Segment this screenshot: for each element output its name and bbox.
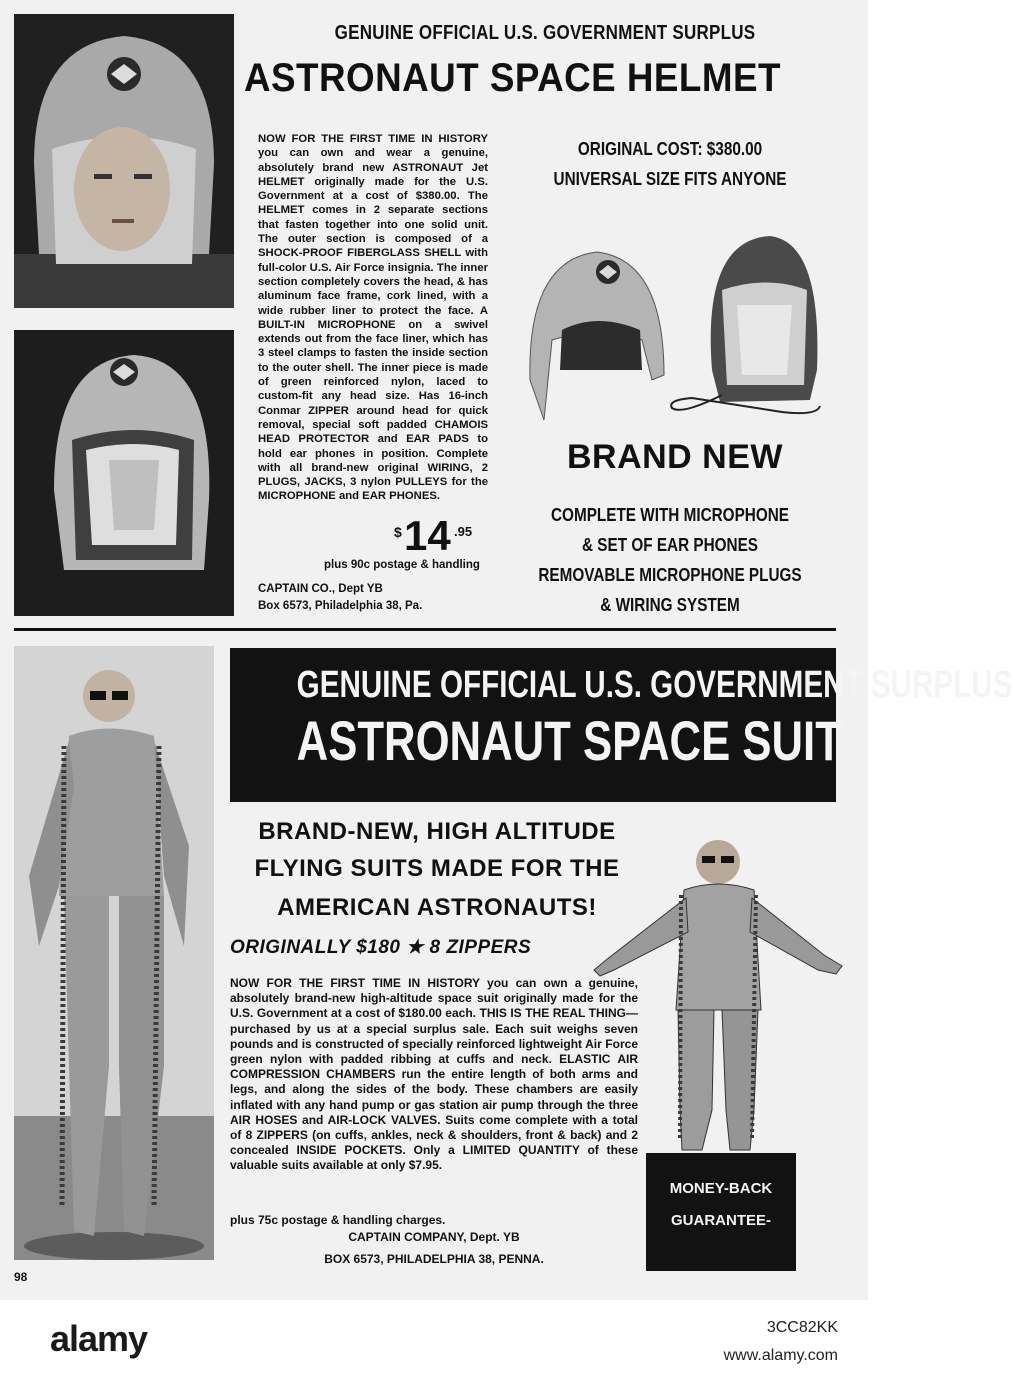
helmet-kicker: GENUINE OFFICIAL U.S. GOVERNMENT SURPLUS bbox=[334, 22, 756, 44]
site-url: www.alamy.com bbox=[723, 1347, 838, 1364]
helmet-brand-new: BRAND NEW bbox=[566, 438, 784, 476]
helmet-original-cost: ORIGINAL COST: $380.00 bbox=[577, 139, 763, 159]
helmet-price-currency: $ bbox=[394, 524, 402, 540]
helmet-price-dollars: 14 bbox=[404, 512, 451, 559]
image-id: 3CC82KK bbox=[766, 1319, 838, 1336]
helmet-photo-man bbox=[14, 14, 234, 308]
helmet-body-copy: NOW FOR THE FIRST TIME IN HISTORY you can own and wear a genuine, absolutely brand new ASTRONAUT Jet HELMET originally made for the U.S. Government at a cost of $380.00. The HELMET comes in 2 separate sections that fasten together into one solid unit. The outer section is composed of a SHOCK-PROOF FIBERGLASS SHELL with full-color U.S. Air Force insignia. The inner section completely covers the head, & has aluminum face frame, cork lined, with a wide rubber liner to protect the face. A BUILT-IN MICROPHONE on a swivel extends out from the face liner, which has 3 steel clamps to fasten the inside section to the outer shell. The inner piece is made of green reinforced nylon, laced to custom-fit any head size. Has 16-inch Conmar ZIPPER around head for quick removal, special soft padded CHAMOIS HEAD PROTECTOR and EAR PADS to hold ear phones in position. Complete with all brand-new original WIRING, 2 PLUGS, JACKS, 3 nylon PULLEYS for the MICROPHONE and EAR PHONES. bbox=[258, 133, 488, 503]
suit-address-line1: CAPTAIN COMPANY, Dept. YB bbox=[348, 1230, 520, 1244]
guarantee-line2: GUARANTEE- bbox=[671, 1212, 771, 1229]
suit-photo-walking bbox=[14, 646, 214, 1260]
helmet-address-line1: CAPTAIN CO., Dept YB bbox=[258, 583, 383, 595]
helmet-feature-2: & SET OF EAR PHONES bbox=[582, 535, 758, 555]
suit-headline-1: BRAND-NEW, HIGH ALTITUDE bbox=[258, 818, 616, 845]
helmet-price-cents: .95 bbox=[454, 524, 473, 539]
guarantee-line1: MONEY-BACK bbox=[669, 1180, 773, 1197]
suit-body-copy: NOW FOR THE FIRST TIME IN HISTORY you can own a genuine, absolutely brand-new high-altitude space suit originally made for the U.S. Government at a cost of $180.00 each. THIS IS THE REAL THING—purchased by us at a special surplus sale. Each suit weighs seven pounds and is constructed of specially reinforced lightweight Air Force green nylon with padded ribbing at cuffs and neck. ELASTIC AIR COMPRESSION CHAMBERS run the entire length of both arms and legs, and along the sides of the body. These chambers are easily inflated with any hand pump or gas station air pump through the three AIR HOSES and AIR-LOCK VALVES. Suits come complete with a total of 8 ZIPPERS (on cuffs, ankles, neck & shoulders, front & back) and 2 concealed INSIDE POCKETS. Only a LIMITED QUANTITY of these valuable suits available at only $7.95. bbox=[230, 976, 638, 1173]
page-number: 98 bbox=[14, 1270, 28, 1284]
helmet-feature-4: & WIRING SYSTEM bbox=[600, 595, 740, 615]
alamy-logo: alamy bbox=[50, 1318, 148, 1359]
suit-banner bbox=[230, 648, 1012, 802]
helmet-photo-pair bbox=[522, 230, 822, 430]
suit-banner-line1: GENUINE OFFICIAL U.S. GOVERNMENT SURPLUS bbox=[296, 664, 1012, 706]
helmet-photo-front bbox=[14, 330, 234, 616]
footer-meta bbox=[724, 1314, 838, 1370]
suit-address-line2: BOX 6573, PHILADELPHIA 38, PENNA. bbox=[324, 1252, 544, 1266]
helmet-postage: plus 90c postage & handling bbox=[324, 559, 480, 571]
helmet-address-line2: Box 6573, Philadelphia 38, Pa. bbox=[258, 600, 423, 612]
suit-banner-line2: ASTRONAUT SPACE SUIT bbox=[296, 709, 842, 772]
helmet-universal-size: UNIVERSAL SIZE FITS ANYONE bbox=[553, 169, 787, 189]
section-divider bbox=[14, 628, 836, 631]
helmet-feature-1: COMPLETE WITH MICROPHONE bbox=[551, 505, 789, 525]
suit-originally: ORIGINALLY $180 ★ 8 ZIPPERS bbox=[230, 937, 532, 958]
helmet-feature-3: REMOVABLE MICROPHONE PLUGS bbox=[538, 565, 802, 585]
helmet-price bbox=[394, 512, 484, 562]
suit-headline-2: FLYING SUITS MADE FOR THE bbox=[254, 855, 620, 882]
stock-footer bbox=[0, 1300, 868, 1390]
suit-headline-3: AMERICAN ASTRONAUTS! bbox=[277, 894, 597, 921]
money-back-guarantee-box bbox=[646, 1153, 796, 1271]
helmet-title: ASTRONAUT SPACE HELMET bbox=[244, 56, 781, 100]
suit-postage: plus 75c postage & handling charges. bbox=[230, 1213, 446, 1227]
